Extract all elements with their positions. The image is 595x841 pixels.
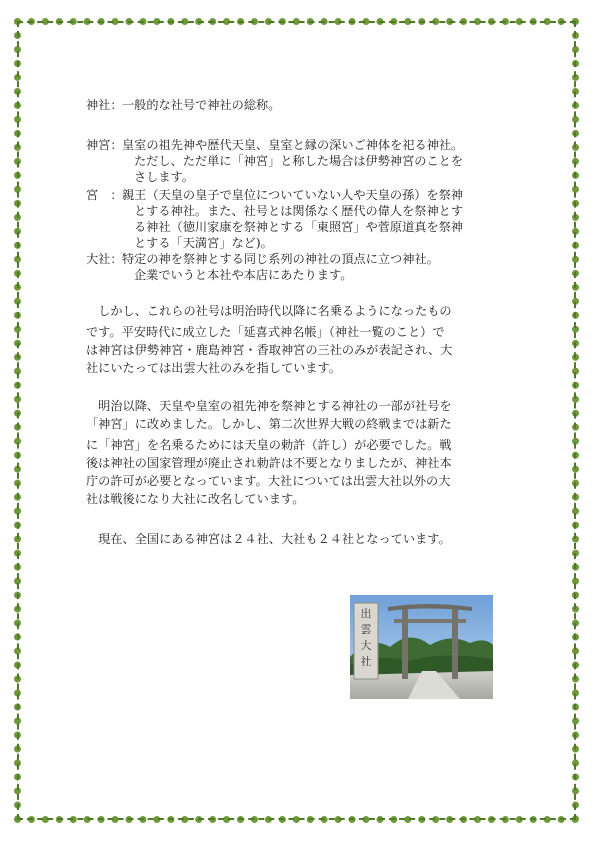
text-line: さします。 — [134, 170, 194, 184]
text-line: とする「天満宮」など)。 — [134, 236, 273, 250]
definition-jinja — [86, 97, 516, 113]
text-line: 後は神社の国家管理が廃止され勅許は不要となりましたが、神社本 — [86, 456, 452, 470]
definition-term: 宮 ： — [86, 188, 123, 202]
definition-taisha — [86, 251, 516, 283]
paragraph-meiji — [86, 398, 516, 507]
text-line: 現在、全国にある神宮は２４社、大社も２４社となっています。 — [86, 532, 451, 546]
definition-term: 大社： — [86, 252, 123, 266]
text-line: とする神社。また、社号とは関係なく歴代の偉人を祭神とす — [134, 204, 464, 218]
svg-text:出: 出 — [360, 607, 372, 620]
definition-text — [122, 187, 516, 251]
definition-text — [122, 251, 516, 283]
definition-miya — [86, 187, 516, 251]
svg-text:大: 大 — [360, 639, 372, 652]
text-line: 皇室の祖先神や歴代天皇、皇室と縁の深いご神体を祀る神社。 — [122, 138, 464, 152]
text-line: しかし、これらの社号は明治時代以降に名乗るようになったもの — [86, 304, 452, 318]
definition-term: 神宮： — [86, 138, 123, 152]
text-line: に「神宮」を名乗るためには天皇の勅許（許し）が必要でした。戦 — [86, 438, 452, 452]
text-line: 一般的な社号で神社の総称。 — [122, 98, 281, 112]
text-line: は神宮は伊勢神宮・鹿島神宮・香取神宮の三社のみが表記され、大 — [86, 343, 453, 357]
definition-text — [122, 97, 516, 113]
text-line: です。平安時代に成立した「延喜式神名帳」（神社一覧のこと）で — [86, 325, 445, 339]
paragraph-current — [86, 531, 516, 547]
definition-term: 神社： — [86, 98, 123, 112]
text-line: る神社（徳川家康を祭神とする「東照宮」や菅原道真を祭神 — [134, 220, 464, 234]
text-line: 特定の神を祭神とする同じ系列の神社の頂点に立つ神社。 — [122, 252, 439, 266]
svg-text:社: 社 — [360, 655, 372, 668]
paragraph-history — [86, 303, 516, 376]
text-line: 親王（天皇の皇子で皇位についていない人や天皇の孫）を祭神 — [122, 188, 464, 202]
text-line: ただし、ただ単に「神宮」と称した場合は伊勢神宮のことを — [134, 154, 464, 168]
text-line: 企業でいうと本社や本店にあたります。 — [134, 268, 353, 282]
torii-photo-illustration — [350, 595, 493, 699]
document-body — [86, 97, 516, 547]
text-line: 社は戦後になり大社に改名しています。 — [86, 492, 305, 506]
text-line: 庁の許可が必要となっています。大社については出雲大社以外の大 — [86, 474, 451, 488]
shrine-torii-photo — [350, 595, 493, 699]
definition-jingu — [86, 137, 516, 185]
svg-text:雲: 雲 — [360, 623, 372, 636]
stone-signboard — [354, 603, 378, 679]
text-line: 「神宮」に改めました。しかし、第二次世界大戦の終戦までは新た — [86, 417, 452, 431]
definition-text — [122, 137, 516, 185]
text-line: 社にいたっては出雲大社のみを指しています。 — [86, 361, 341, 375]
text-line: 明治以降、天皇や皇室の祖先神を祭神とする神社の一部が社号を — [86, 399, 452, 413]
